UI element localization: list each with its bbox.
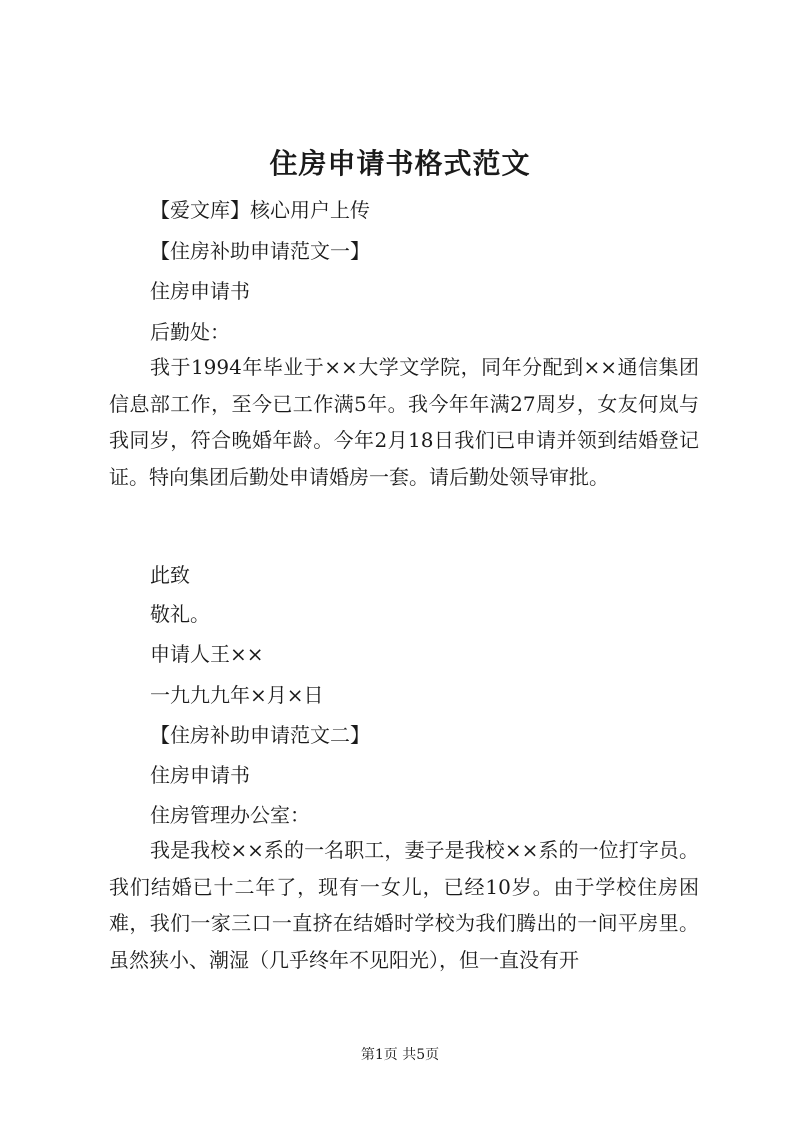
source-note: 【爱文库】核心用户上传: [150, 198, 370, 222]
sample2-doc-title: 住房申请书: [150, 763, 250, 787]
sample1-body: 我于1994年毕业于××大学文学院，同年分配到××通信集团信息部工作，至今已工作满5年。我今年年满27周岁，女友何岚与我同岁，符合晚婚年龄。今年2月18日我们已申请并领到结婚登记证。特向集团后勤处申请婚房一套。请后勤处领导审批。: [109, 355, 699, 489]
sample1-closing-1: 此致: [150, 563, 190, 587]
page-footer: 第1页 共5页: [360, 1047, 440, 1063]
sample2-heading: 【住房补助申请范文二】: [150, 723, 370, 747]
sample2-addressee: 住房管理办公室：: [150, 803, 310, 827]
sample1-date: 一九九九年×月×日: [150, 683, 324, 707]
document-title: 住房申请书格式范文: [269, 147, 531, 180]
sample2-body: 我是我校××系的一名职工，妻子是我校××系的一位打字员。我们结婚已十二年了，现有一女儿，已经10岁。由于学校住房困难，我们一家三口一直挤在结婚时学校为我们腾出的一间平房里。虽然狭小、潮湿（几乎终年不见阳光），但一直没有开: [109, 838, 699, 972]
sample1-addressee: 后勤处：: [150, 320, 230, 344]
sample1-closing-2: 敬礼。: [150, 602, 210, 626]
sample1-signature: 申请人王××: [150, 642, 264, 666]
sample1-heading: 【住房补助申请范文一】: [150, 239, 370, 263]
sample1-doc-title: 住房申请书: [150, 279, 250, 303]
